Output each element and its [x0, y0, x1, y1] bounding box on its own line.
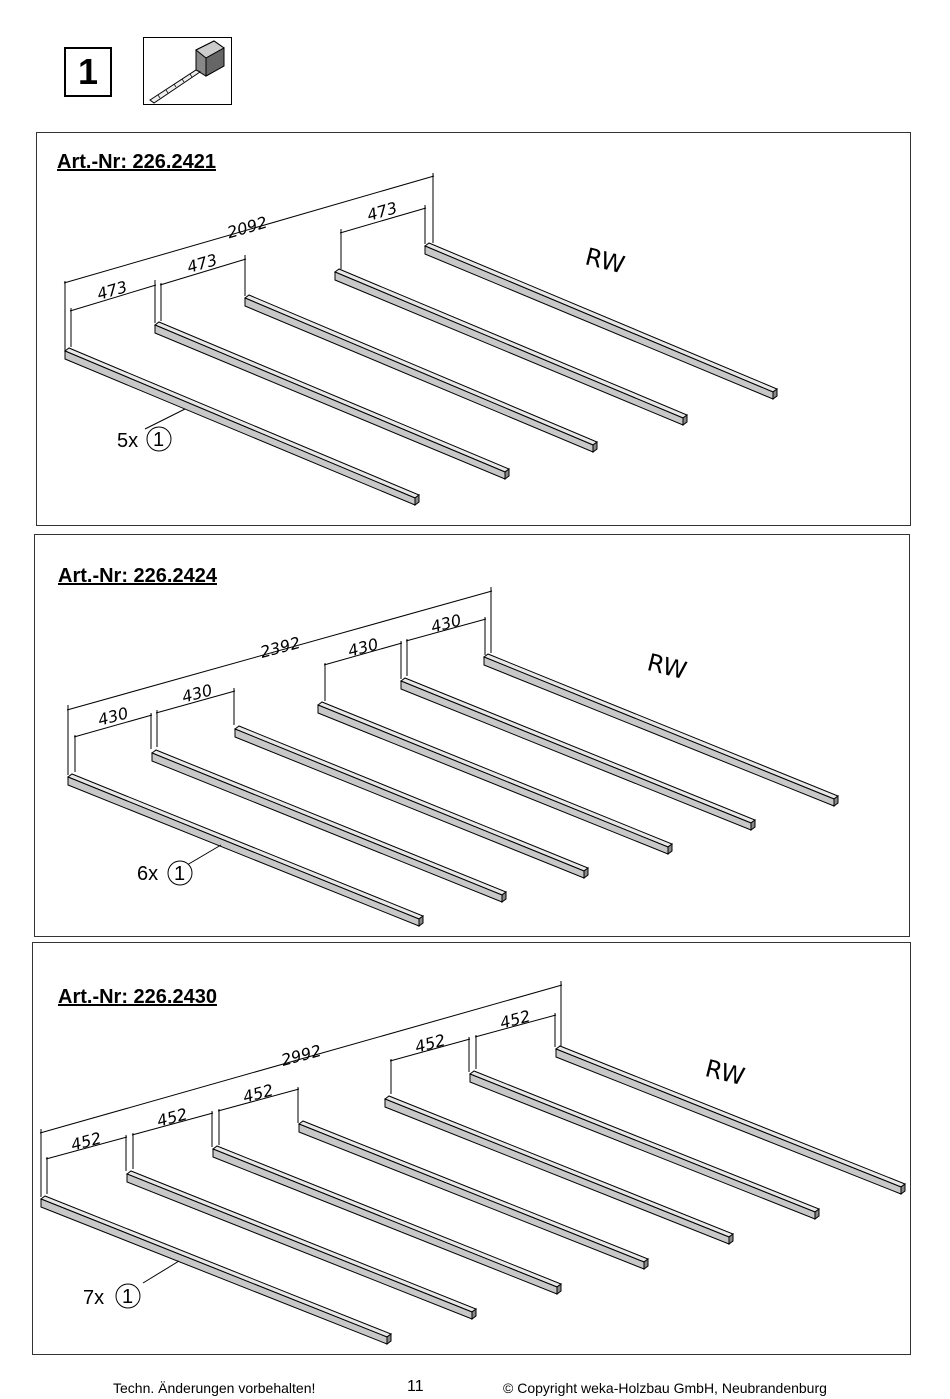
rw-label: RW [582, 242, 628, 280]
beam-6 [470, 1071, 819, 1219]
total-length-label: 2992 [279, 1040, 324, 1070]
spacing-label-2: 430 [179, 680, 215, 707]
article-number-title: Art.-Nr: 226.2430 [58, 986, 217, 1008]
panel-226-2430 [32, 942, 911, 1355]
beam-layout-drawing-1 [37, 133, 912, 527]
dimension-lines-2 [67, 587, 492, 865]
tape-measure-icon [144, 38, 233, 106]
beam-5 [385, 1096, 733, 1244]
beam-2 [155, 322, 509, 479]
total-length-label: 2092 [225, 212, 270, 243]
step-number: 1 [77, 51, 99, 92]
beam-2 [127, 1171, 476, 1319]
beam-4 [335, 269, 687, 425]
tool-box [143, 37, 232, 105]
quantity-label: 6x [137, 863, 159, 885]
spacing-label-4: 430 [428, 610, 464, 637]
beam-1 [65, 348, 419, 505]
spacing-label-1: 473 [94, 277, 130, 304]
beam-1 [41, 1196, 391, 1344]
spacing-label-1: 430 [95, 703, 131, 730]
spacing-label-3: 430 [345, 634, 381, 661]
panel-226-2424 [34, 534, 910, 937]
panel-226-2421 [36, 132, 911, 526]
page-number: 11 [407, 1378, 424, 1395]
part-number: 1 [153, 429, 165, 451]
spacing-label-2: 452 [154, 1104, 190, 1131]
article-number-title: Art.-Nr: 226.2424 [58, 565, 217, 587]
beam-layout-drawing-2 [35, 535, 911, 938]
total-length-label: 2392 [258, 632, 303, 662]
spacing-label-4: 452 [412, 1030, 448, 1057]
step-number-box [64, 47, 112, 97]
rw-label: RW [644, 648, 690, 686]
beam-4 [299, 1121, 648, 1269]
quantity-label: 5x [117, 430, 139, 452]
beam-3 [245, 295, 597, 452]
part-number: 1 [174, 863, 186, 885]
spacing-label-2: 473 [184, 250, 220, 277]
beam-3 [213, 1146, 561, 1294]
spacing-label-5: 452 [497, 1006, 533, 1033]
spacing-label-1: 452 [68, 1128, 104, 1155]
quantity-label: 7x [83, 1287, 105, 1309]
part-number: 1 [122, 1286, 134, 1308]
spacing-label-3: 473 [364, 198, 400, 225]
rw-label: RW [702, 1054, 748, 1092]
footer-disclaimer: Techn. Änderungen vorbehalten! [113, 1380, 316, 1396]
footer-copyright: © Copyright weka-Holzbau GmbH, Neubrandenburg [503, 1380, 827, 1396]
spacing-label-3: 452 [240, 1080, 276, 1107]
article-number-title: Art.-Nr: 226.2421 [57, 151, 216, 173]
